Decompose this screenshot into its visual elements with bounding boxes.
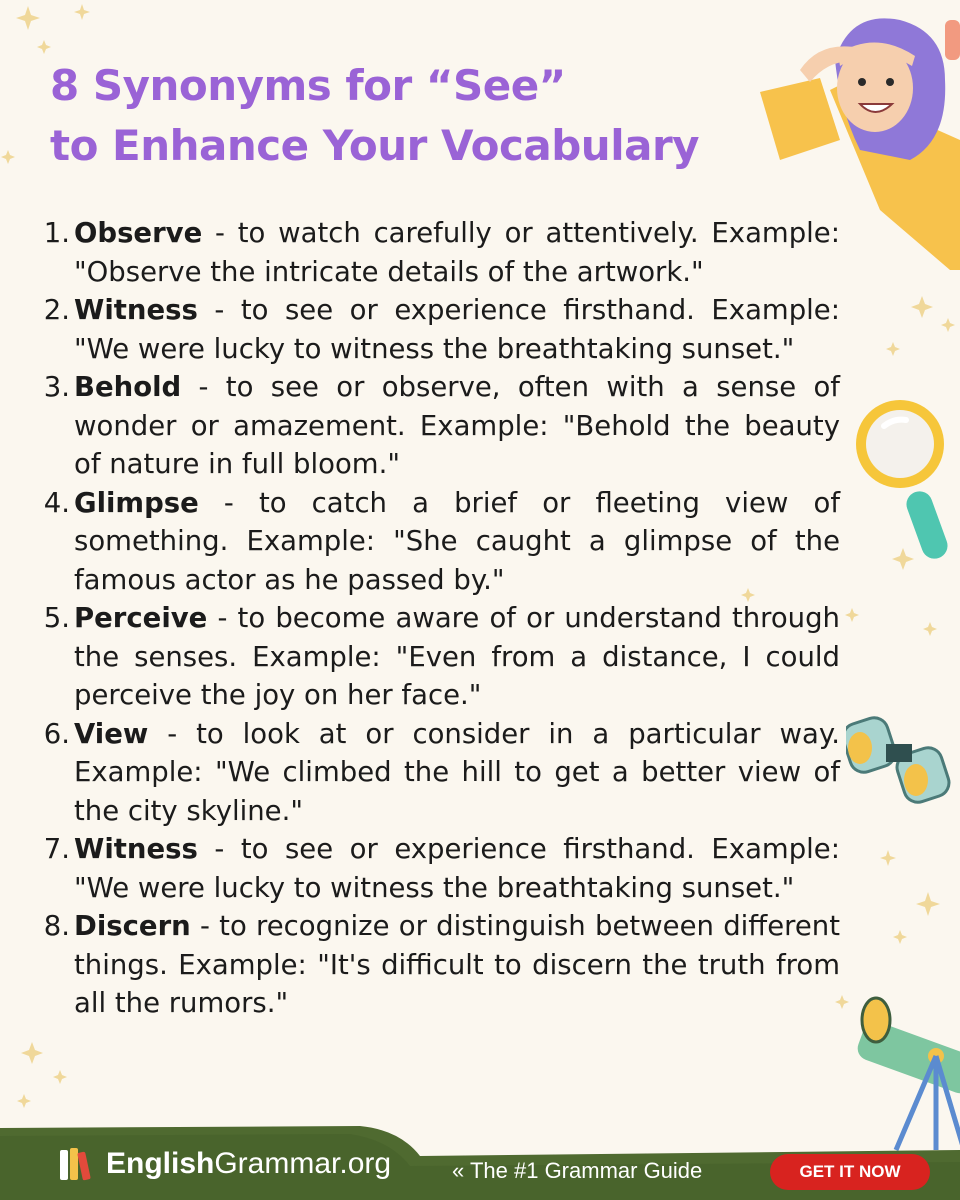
list-item [34, 907, 840, 1023]
page-title [50, 56, 699, 176]
list-item [34, 214, 840, 291]
magnifying-glass-icon [844, 394, 960, 564]
sparkle-icon [37, 40, 51, 54]
synonym-word: Witness [74, 294, 198, 326]
synonym-word: Observe [74, 217, 203, 249]
item-number: 7. [43, 833, 70, 865]
tagline-text: The #1 Grammar Guide [469, 1158, 703, 1183]
binoculars-icon [846, 700, 960, 810]
title-line-1: 8 Synonyms for “See” [50, 61, 566, 110]
sparkle-icon [941, 318, 955, 332]
synonym-definition: - to see or observe, often with a sense of wonder or amazement. Example: "Behold the beauty of nature in full bloom." [74, 371, 840, 480]
synonym-definition: - to see or experience firsthand. Example: "We were lucky to witness the breathtaking sunset." [74, 833, 840, 904]
synonym-word: Glimpse [74, 486, 199, 519]
sparkle-icon [911, 296, 933, 318]
sparkle-icon [17, 1094, 31, 1108]
get-it-now-button[interactable]: GET IT NOW [770, 1154, 930, 1190]
synonym-word: Discern [74, 910, 191, 942]
item-number: 4. [43, 486, 70, 519]
synonym-definition: - to catch a brief or fleeting view of something. Example: "She caught a glimpse of the famous actor as he passed by." [74, 486, 840, 596]
sparkle-icon [880, 850, 896, 866]
title-line-2: to Enhance Your Vocabulary [50, 121, 700, 170]
sparkle-icon [886, 342, 900, 356]
sparkle-icon [893, 930, 907, 944]
list-item [34, 368, 840, 484]
item-number: 3. [43, 371, 70, 403]
list-item [34, 599, 840, 715]
double-chevron-left-icon: « [452, 1158, 465, 1183]
synonym-definition: - to watch carefully or attentively. Example: "Observe the intricate details of the artwork." [74, 217, 840, 288]
item-number: 1. [43, 217, 70, 249]
list-item [34, 830, 840, 907]
item-number: 8. [43, 910, 70, 942]
sparkle-icon [21, 1042, 43, 1064]
synonym-word: Behold [74, 371, 182, 403]
sparkle-icon [53, 1070, 67, 1084]
synonym-word: Perceive [74, 602, 208, 634]
tagline [452, 1158, 702, 1184]
sparkle-icon [845, 608, 859, 622]
list-item [34, 484, 840, 600]
item-number: 6. [43, 717, 70, 750]
synonym-definition: - to become aware of or understand through the senses. Example: "Even from a distance, I could perceive the joy on her face." [74, 602, 840, 711]
synonym-definition: - to see or experience firsthand. Example: "We were lucky to witness the breathtaking sunset." [74, 294, 840, 365]
synonym-word: View [74, 717, 149, 750]
sparkle-icon [916, 892, 940, 916]
list-item [34, 291, 840, 368]
synonym-definition: - to recognize or distinguish between different things. Example: "It's difficult to discern the truth from all the rumors." [74, 910, 840, 1019]
site-logo[interactable] [58, 1142, 391, 1186]
list-item [34, 715, 840, 831]
sparkle-icon [16, 6, 40, 30]
logo-text [106, 1147, 391, 1181]
item-number: 5. [43, 602, 70, 634]
books-icon [58, 1144, 98, 1184]
sparkle-icon [74, 4, 90, 20]
logo-text-rest: Grammar.org [214, 1147, 392, 1180]
sparkle-icon [1, 150, 15, 164]
synonym-list [34, 214, 840, 1023]
sparkle-icon [923, 622, 937, 636]
item-number: 2. [43, 294, 70, 326]
synonym-definition: - to look at or consider in a particular way. Example: "We climbed the hill to get a better view of the city skyline." [74, 717, 840, 827]
synonym-word: Witness [74, 833, 198, 865]
logo-text-bold: English [106, 1147, 215, 1180]
